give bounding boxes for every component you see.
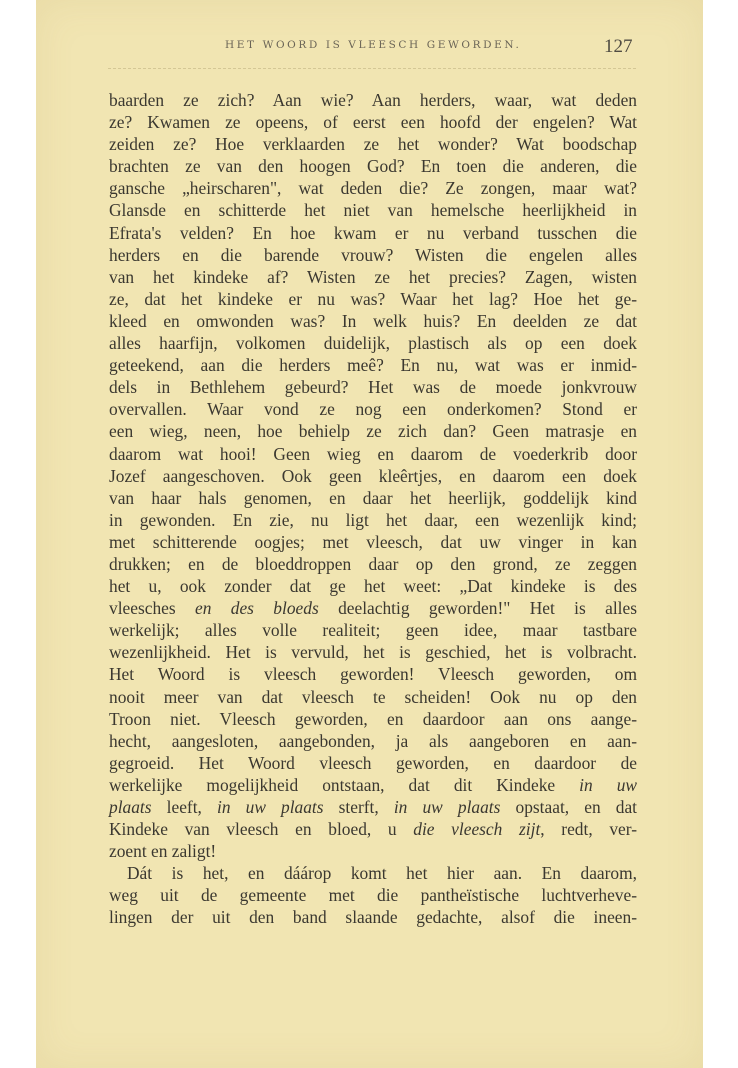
text-span: werkelijk; alles volle realiteit; geen idee, maar tastbare [109,620,637,641]
text-span: brachten ze van den hoogen God? En toen die anderen, die [109,156,637,177]
text-line [109,288,637,310]
text-span: leeft, [151,797,217,817]
text-line [109,730,637,752]
text-line [109,686,637,708]
body-text [109,89,637,929]
text-line [109,89,637,111]
text-line [109,310,637,332]
header-rule [108,68,636,69]
text-span: gegroeid. Het Woord vleesch geworden, en daardoor de [109,752,637,773]
text-span: sterft, [323,797,394,817]
text-line [109,443,637,465]
text-line [109,376,637,398]
text-line [109,398,637,420]
text-span: daarom wat hooi! Geen wieg en daarom de voederkrib door [109,443,637,464]
text-span: hecht, aangesloten, aangebonden, ja als aangeboren en aan- [109,730,637,751]
text-span: weg uit de gemeente met die pantheïstische luchtverheve- [109,885,637,906]
italic-span: in uw plaats [393,797,501,817]
text-span: het u, ook zonder dat ge het weet: „Dat kindeke is des [109,576,637,597]
italic-span: die vleesch zijt [413,819,541,840]
text-span: geteekend, aan die herders meê? En nu, wat was er inmid- [109,355,637,376]
text-line [109,199,637,221]
text-span: herders en die barende vrouw? Wisten die engelen alles [109,244,637,265]
text-span: Dát is het, en dáárop komt het hier aan. En daarom, [127,863,637,884]
text-line [109,222,637,244]
text-line [109,774,637,796]
text-span: Kindeke van vleesch en bloed, u [109,819,414,840]
text-line [109,244,637,266]
text-span: zoent en zaligt! [109,841,217,862]
text-span: vleesches [109,598,195,619]
text-span: met schitterende oogjes; met vleesch, dat uw vinger in kan [109,531,637,552]
running-title: HET WOORD IS VLEESCH GEWORDEN. [225,39,522,51]
text-line [109,487,637,509]
text-line [109,553,637,575]
text-line [109,663,637,685]
text-line [109,465,637,487]
text-span: baarden ze zich? Aan wie? Aan herders, waar, wat deden [109,90,637,110]
text-span: , redt, ver- [540,819,637,840]
text-span: dels in Bethlehem gebeurd? Het was de moede jonkvrouw [109,377,637,398]
text-line [109,708,637,730]
text-line [109,862,637,884]
text-line [109,509,637,531]
italic-span: plaats [109,797,152,817]
text-line [109,597,637,619]
text-line [109,641,637,663]
text-line [109,177,637,199]
text-span: kleed en omwonden was? In welk huis? En deelden ze dat [109,310,637,331]
text-line [109,884,637,906]
text-line [109,266,637,288]
text-line [109,332,637,354]
page-number: 127 [604,36,633,57]
text-span: ze, dat het kindeke er nu was? Waar het lag? Hoe het ge- [109,288,637,309]
text-line [109,619,637,641]
text-span: van het kindeke af? Wisten ze het precies? Zagen, wisten [109,266,637,287]
text-span: werkelijke mogelijkheid ontstaan, dat dit Kindeke [109,774,580,795]
text-line [109,840,637,862]
text-line [109,133,637,155]
text-span: wezenlijkheid. Het is vervuld, het is geschied, het is volbracht. [109,642,637,663]
text-span: opstaat, en dat [500,797,637,817]
text-line [109,906,637,928]
text-span: drukken; en de bloeddroppen daar op den grond, ze zeggen [109,553,637,574]
text-span: een wieg, neen, hoe behielp ze zich dan? Geen matrasje en [109,421,637,442]
text-line [109,818,637,840]
text-line [109,111,637,133]
text-span: ze? Kwamen ze opeens, of eerst een hoofd der engelen? Wat [109,112,637,133]
text-line [109,420,637,442]
text-span: alles haarfijn, volkomen duidelijk, plastisch als op een doek [109,333,637,354]
text-span: Jozef aangeschoven. Ook geen kleêrtjes, en daarom een doek [109,465,637,486]
text-span: Efrata's velden? En hoe kwam er nu verband tusschen die [109,222,637,243]
text-span: lingen der uit den band slaande gedachte, alsof die ineen- [109,907,637,928]
text-span: overvallen. Waar vond ze nog een onderkomen? Stond er [109,399,637,420]
text-line [109,752,637,774]
text-span: in gewonden. En zie, nu ligt het daar, een wezenlijk kind; [109,509,637,530]
text-span: zeiden ze? Hoe verklaarden ze het wonder? Wat boodschap [109,134,637,155]
text-line [109,155,637,177]
text-span: van haar hals genomen, en daar het heerlijk, goddelijk kind [109,487,637,508]
italic-span: in uw plaats [216,797,324,817]
text-line [109,354,637,376]
italic-span: en des bloeds [195,598,319,619]
text-span: nooit meer van dat vleesch te scheiden! Ook nu op den [109,686,637,707]
text-span: Het Woord is vleesch geworden! Vleesch geworden, om [109,664,637,685]
italic-span: in uw [579,774,637,795]
text-span: Glansde en schitterde het niet van hemelsche heerlijkheid in [109,200,637,221]
text-span: gansche „heirscharen", wat deden die? Ze zongen, maar wat? [109,178,637,199]
text-span: deelachtig geworden!" Het is alles [318,598,637,619]
text-span: Troon niet. Vleesch geworden, en daardoor aan ons aange- [109,708,637,729]
text-line [109,796,637,818]
text-line [109,575,637,597]
text-line [109,531,637,553]
